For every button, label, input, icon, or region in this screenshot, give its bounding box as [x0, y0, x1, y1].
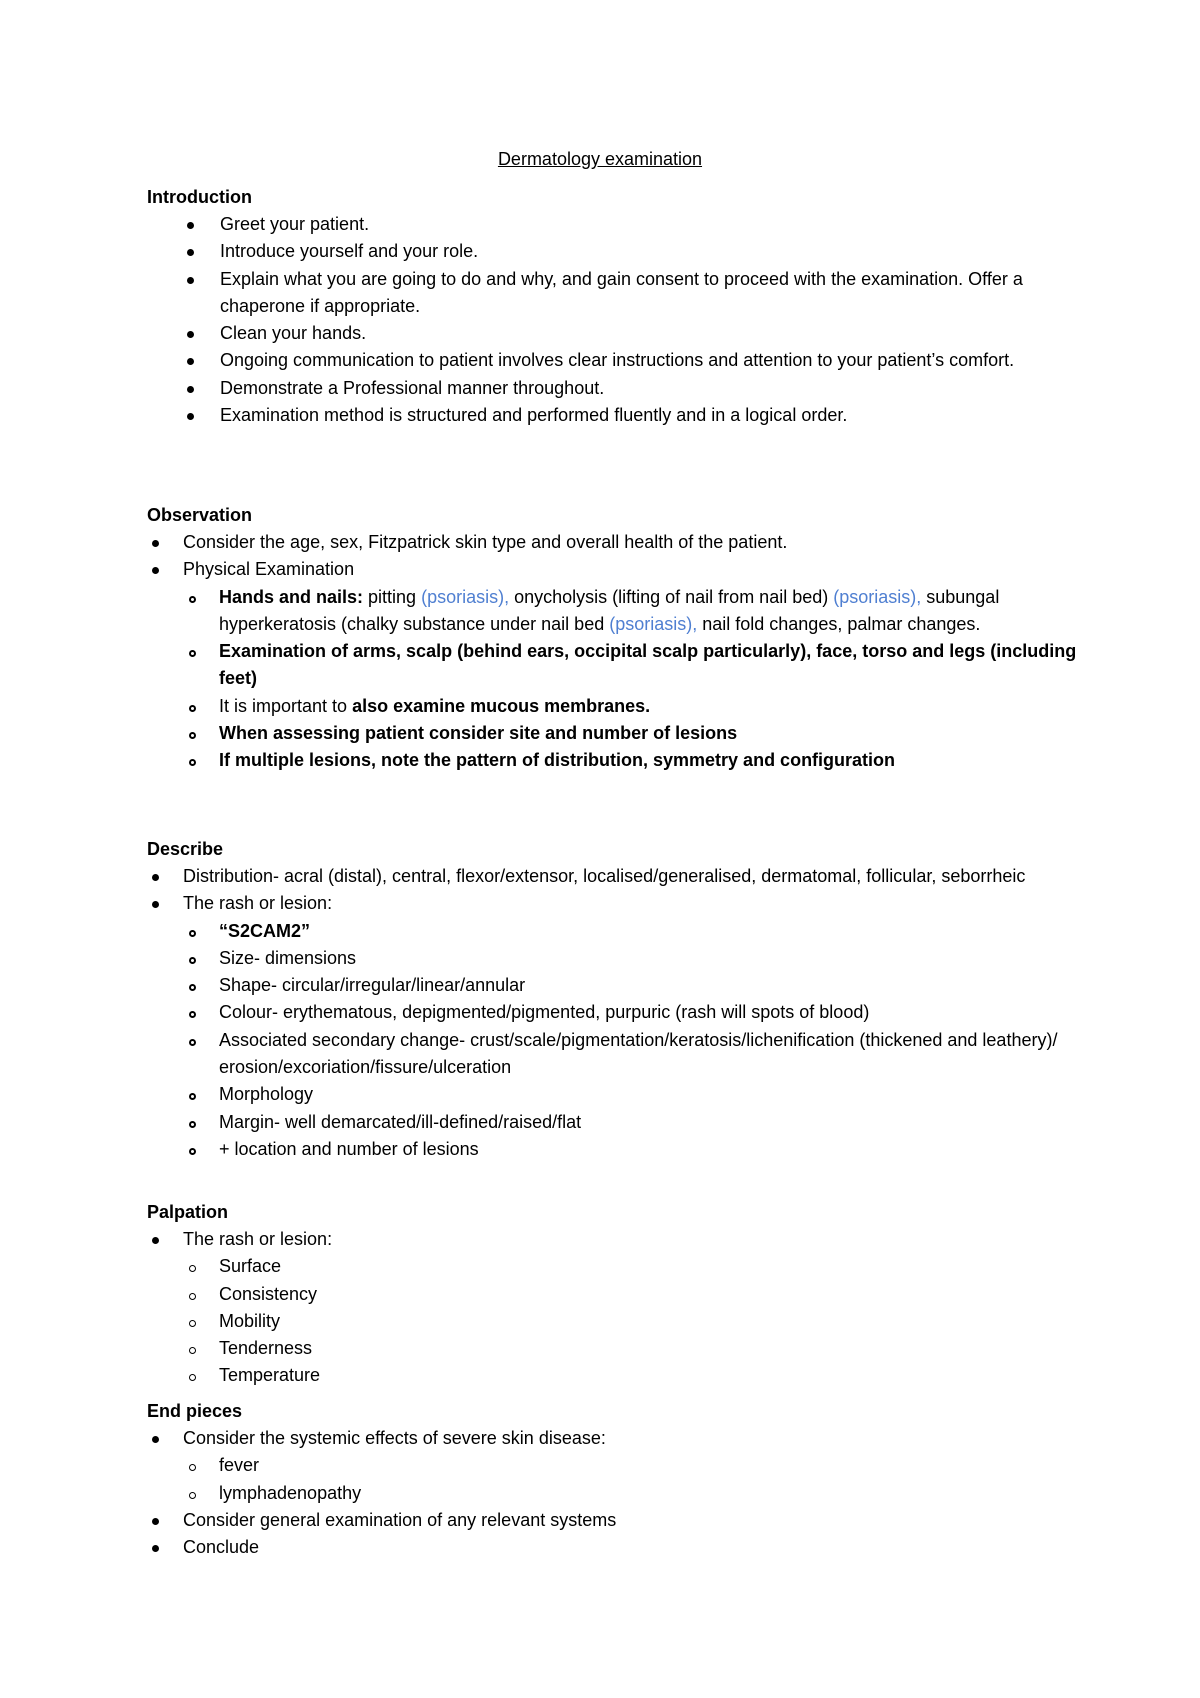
list-item: Physical Examination Hands and nails: pitting (psoriasis), onycholysis (lifting of nail from nail bed) (psoriasis), subungal hyperkeratosis (chalky substance under nail bed (psoriasis), nail fold changes, palmar changes. Examination of arms, scalp (behind ears, occipital scalp particularly), face, torso and legs (including feet) It is important to also examine mucous membranes. When assessing patient consider site and number of lesions If multiple lesions, note the pattern of distribution, symmetry and configuration [147, 556, 1087, 774]
bullet-icon [187, 413, 194, 420]
end-pieces-heading: End pieces [147, 1401, 243, 1421]
list-item: Clean your hands. [147, 320, 1087, 347]
list-item: Margin- well demarcated/ill-defined/raised/flat [147, 1109, 1087, 1136]
bullet-icon [152, 567, 159, 574]
end-pieces-section [147, 1398, 1087, 1561]
circle-bullet-icon [189, 759, 196, 766]
list-item: Surface [147, 1253, 1087, 1280]
bullet-icon [152, 540, 159, 547]
list-item: Demonstrate a Professional manner throughout. [147, 375, 1087, 402]
circle-bullet-icon [189, 596, 196, 603]
bullet-icon [152, 1545, 159, 1552]
list-item: fever [147, 1452, 1087, 1479]
circle-bullet-icon [189, 732, 196, 739]
list-item: Conclude [147, 1534, 1087, 1561]
bullet-icon [187, 331, 194, 338]
circle-bullet-icon [189, 1265, 196, 1272]
list-item: Consider the age, sex, Fitzpatrick skin type and overall health of the patient. [147, 529, 1087, 556]
describe-section [147, 836, 1087, 1163]
introduction-heading: Introduction [147, 187, 252, 207]
list-item: Explain what you are going to do and why, and gain consent to proceed with the examination. Offer a chaperone if appropriate. [147, 266, 1087, 321]
list-item: Greet your patient. [147, 211, 1087, 238]
document-title: Dermatology examination [497, 149, 703, 169]
physical-examination-sublist [183, 584, 1087, 775]
circle-bullet-icon [189, 1464, 196, 1471]
bullet-icon [152, 1436, 159, 1443]
bullet-icon [152, 874, 159, 881]
introduction-list [147, 211, 1087, 429]
list-item: The rash or lesion: “S2CAM2” Size- dimensions Shape- circular/irregular/linear/annular Colour- erythematous, depigmented/pigmented, purpuric (rash will spots of blood) Associated secondary change- crust/scale/pigmentation/keratosis/lichenification (thickened and leathery)/ erosion/excoriation/fissure/ulceration Morphology Margin- well demarcated/ill-defined/raised/flat + location and number of lesions [147, 890, 1087, 1163]
list-item: lymphadenopathy [147, 1480, 1087, 1507]
list-item: Colour- erythematous, depigmented/pigmented, purpuric (rash will spots of blood) [147, 999, 1087, 1026]
end-pieces-list [147, 1425, 1087, 1561]
circle-bullet-icon [189, 1011, 196, 1018]
list-item: Morphology [147, 1081, 1087, 1108]
list-item: Examination method is structured and performed fluently and in a logical order. [147, 402, 1087, 429]
palpation-sublist [183, 1253, 1087, 1389]
bullet-icon [187, 358, 194, 365]
list-item: Tenderness [147, 1335, 1087, 1362]
list-item: Shape- circular/irregular/linear/annular [147, 972, 1087, 999]
circle-bullet-icon [189, 1320, 196, 1327]
end-pieces-sublist [183, 1452, 1087, 1507]
bullet-icon [187, 222, 194, 229]
list-item: Distribution- acral (distal), central, flexor/extensor, localised/generalised, dermatomal, follicular, seborrheic [147, 863, 1087, 890]
palpation-heading: Palpation [147, 1202, 229, 1222]
describe-list [147, 863, 1087, 1163]
list-item: Examination of arms, scalp (behind ears, occipital scalp particularly), face, torso and legs (including feet) [147, 638, 1087, 693]
circle-bullet-icon [189, 1347, 196, 1354]
list-item: It is important to also examine mucous membranes. [147, 693, 1087, 720]
circle-bullet-icon [189, 1039, 196, 1046]
observation-heading: Observation [147, 505, 253, 525]
circle-bullet-icon [189, 1374, 196, 1381]
observation-section [147, 502, 1087, 775]
describe-heading: Describe [147, 839, 224, 859]
circle-bullet-icon [189, 705, 196, 712]
list-item: + location and number of lesions [147, 1136, 1087, 1163]
list-item: “S2CAM2” [147, 918, 1087, 945]
list-item: Consistency [147, 1281, 1087, 1308]
list-item: Introduce yourself and your role. [147, 238, 1087, 265]
circle-bullet-icon [189, 984, 196, 991]
circle-bullet-icon [189, 1492, 196, 1499]
circle-bullet-icon [189, 1093, 196, 1100]
bullet-icon [152, 1237, 159, 1244]
circle-bullet-icon [189, 1121, 196, 1128]
introduction-section [147, 184, 1087, 429]
bullet-icon [187, 277, 194, 284]
list-item: Ongoing communication to patient involves clear instructions and attention to your patient’s comfort. [147, 347, 1087, 374]
observation-list [147, 529, 1087, 775]
bullet-icon [187, 386, 194, 393]
list-item: Hands and nails: pitting (psoriasis), onycholysis (lifting of nail from nail bed) (psoriasis), subungal hyperkeratosis (chalky substance under nail bed (psoriasis), nail fold changes, palmar changes. [147, 584, 1087, 639]
bullet-icon [187, 249, 194, 256]
describe-sublist [183, 918, 1087, 1164]
list-item: When assessing patient consider site and number of lesions [147, 720, 1087, 747]
list-item: Consider general examination of any relevant systems [147, 1507, 1087, 1534]
list-item: Associated secondary change- crust/scale/pigmentation/keratosis/lichenification (thickened and leathery)/ erosion/excoriation/fissure/ulceration [147, 1027, 1087, 1082]
palpation-section [147, 1199, 1087, 1390]
bullet-icon [152, 901, 159, 908]
circle-bullet-icon [189, 957, 196, 964]
list-item: Size- dimensions [147, 945, 1087, 972]
circle-bullet-icon [189, 1148, 196, 1155]
bullet-icon [152, 1518, 159, 1525]
list-item: Consider the systemic effects of severe skin disease: fever lymphadenopathy [147, 1425, 1087, 1507]
circle-bullet-icon [189, 930, 196, 937]
circle-bullet-icon [189, 1293, 196, 1300]
list-item: The rash or lesion: Surface Consistency Mobility Tenderness Temperature [147, 1226, 1087, 1390]
list-item: If multiple lesions, note the pattern of distribution, symmetry and configuration [147, 747, 1087, 774]
list-item: Temperature [147, 1362, 1087, 1389]
circle-bullet-icon [189, 650, 196, 657]
list-item: Mobility [147, 1308, 1087, 1335]
palpation-list [147, 1226, 1087, 1390]
